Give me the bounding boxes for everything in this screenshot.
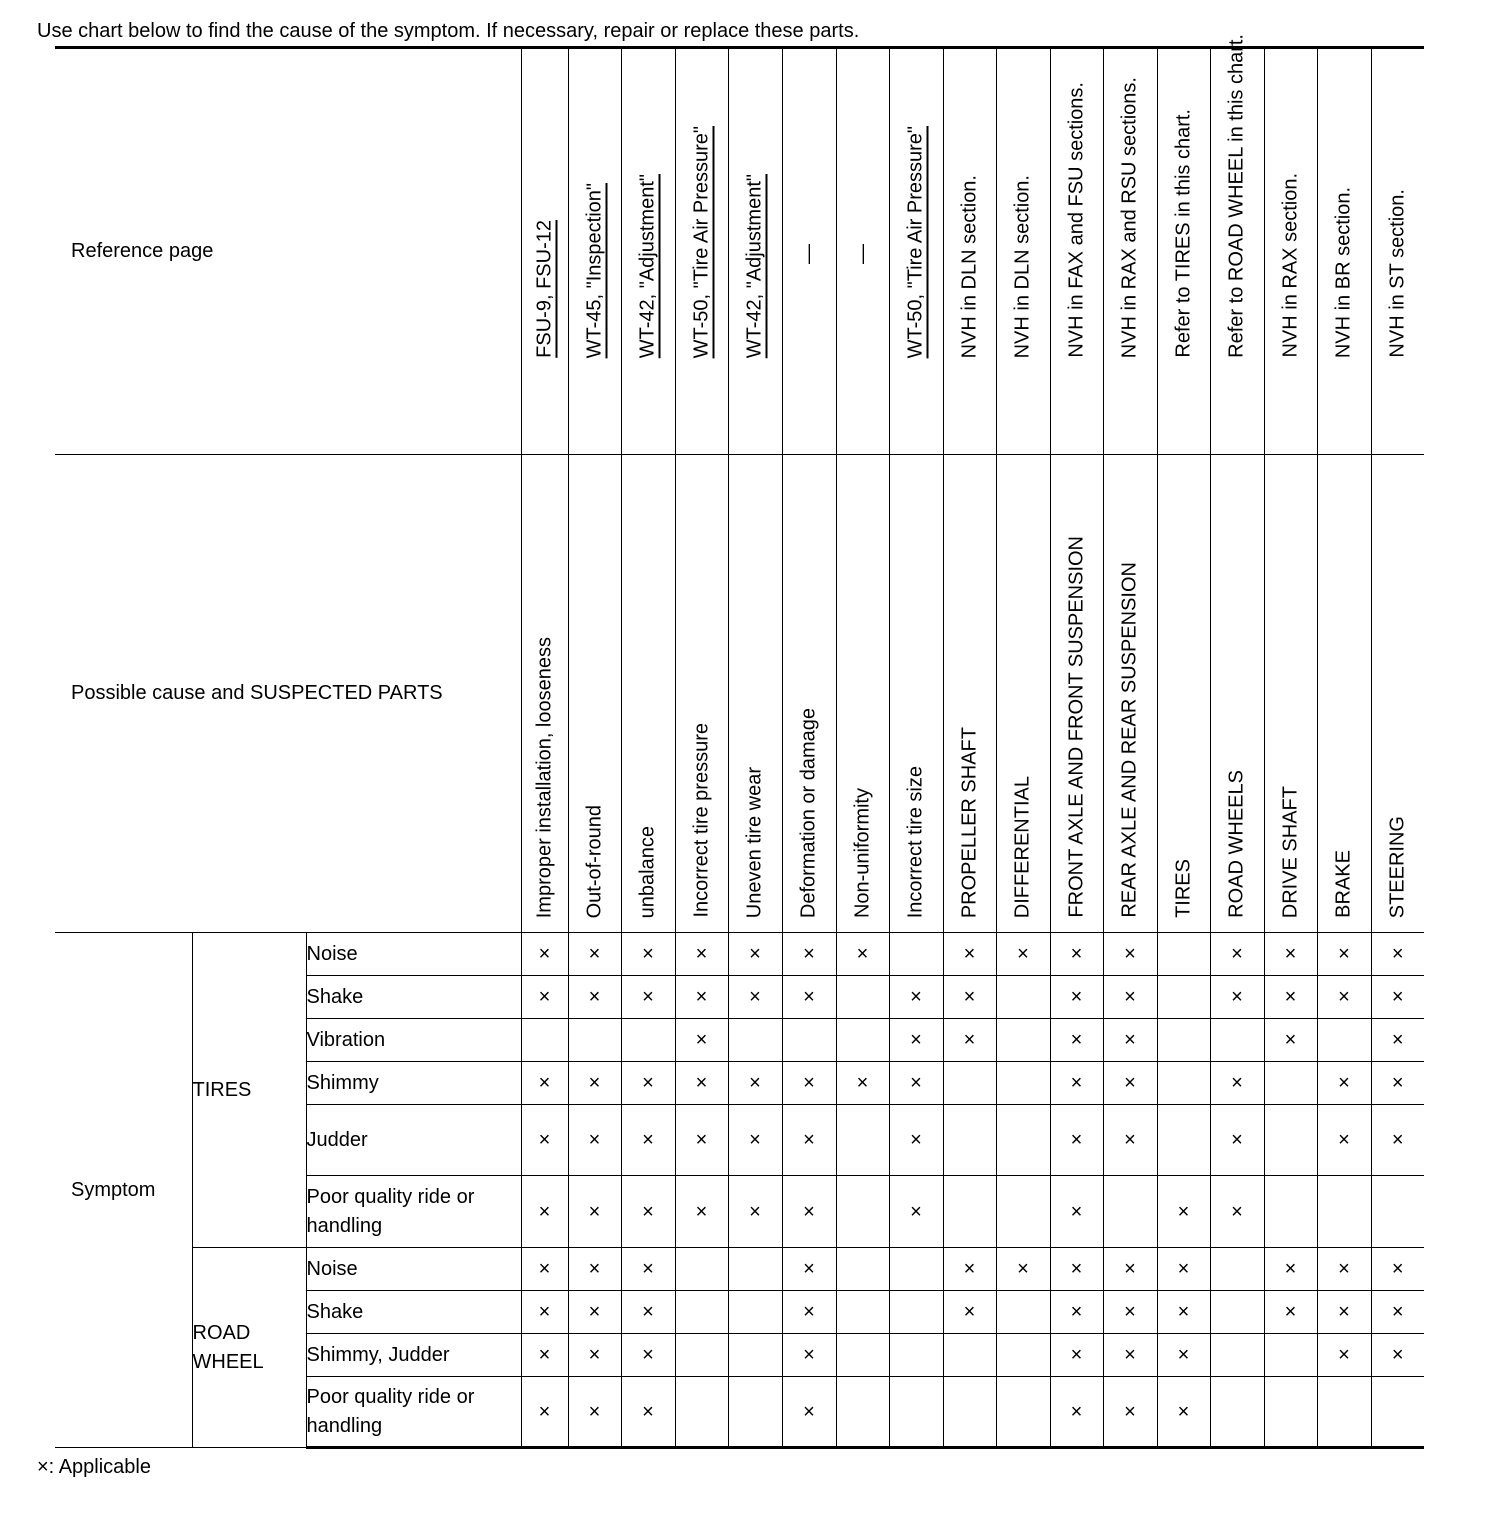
applicable-mark: × bbox=[1210, 1176, 1264, 1248]
applicable-mark: × bbox=[1264, 1291, 1317, 1334]
applicable-mark: × bbox=[521, 1377, 568, 1448]
empty-cell bbox=[836, 1377, 889, 1448]
suspected-part-text: Non-uniformity bbox=[851, 787, 873, 918]
applicable-mark: × bbox=[621, 1248, 675, 1291]
suspected-part-text: STEERING bbox=[1386, 815, 1409, 918]
applicable-mark: × bbox=[889, 1019, 943, 1062]
suspected-part-text: Deformation or damage bbox=[797, 707, 820, 918]
empty-cell bbox=[996, 1291, 1050, 1334]
empty-cell bbox=[1317, 1377, 1371, 1448]
empty-cell bbox=[1210, 1248, 1264, 1291]
applicable-mark: × bbox=[1317, 1248, 1371, 1291]
applicable-mark: × bbox=[1103, 1291, 1157, 1334]
empty-cell bbox=[943, 1176, 996, 1248]
reference-page-text: — bbox=[797, 244, 820, 264]
empty-cell bbox=[1264, 1334, 1317, 1377]
applicable-mark: × bbox=[1103, 1019, 1157, 1062]
applicable-mark: × bbox=[1210, 1062, 1264, 1105]
reference-page-cell bbox=[996, 48, 1050, 455]
reference-page-text: NVH in FAX and FSU sections. bbox=[1065, 82, 1087, 358]
applicable-mark: × bbox=[996, 933, 1050, 976]
intro-text: Use chart below to find the cause of the symptom. If necessary, repair or replace these parts. bbox=[37, 20, 860, 42]
applicable-mark: × bbox=[728, 1062, 782, 1105]
reference-page-cell bbox=[675, 48, 728, 455]
applicable-mark: × bbox=[521, 1334, 568, 1377]
reference-page-cell bbox=[1157, 48, 1210, 455]
applicable-mark: × bbox=[621, 1105, 675, 1176]
legend-applicable: ×: Applicable bbox=[37, 1456, 151, 1478]
applicable-mark: × bbox=[1371, 1291, 1424, 1334]
suspected-part-cell bbox=[1157, 455, 1210, 933]
applicable-mark: × bbox=[521, 1291, 568, 1334]
symptom-row-label: Shimmy, Judder bbox=[306, 1334, 521, 1377]
suspected-part-cell bbox=[521, 455, 568, 933]
reference-page-text: Refer to ROAD WHEEL in this chart. bbox=[1225, 34, 1248, 358]
empty-cell bbox=[1264, 1176, 1317, 1248]
empty-cell bbox=[996, 976, 1050, 1019]
applicable-mark: × bbox=[1371, 1248, 1424, 1291]
reference-page-cell bbox=[1050, 48, 1103, 455]
applicable-mark: × bbox=[568, 1334, 621, 1377]
applicable-mark: × bbox=[1317, 976, 1371, 1019]
applicable-mark: × bbox=[621, 1291, 675, 1334]
empty-cell bbox=[996, 1105, 1050, 1176]
empty-cell bbox=[889, 1291, 943, 1334]
applicable-mark: × bbox=[943, 933, 996, 976]
applicable-mark: × bbox=[782, 1105, 836, 1176]
applicable-mark: × bbox=[1050, 1176, 1103, 1248]
applicable-mark: × bbox=[675, 976, 728, 1019]
suspected-part-text: Uneven tire wear bbox=[743, 766, 766, 918]
suspected-part-text: Improper installation, looseness bbox=[533, 636, 555, 918]
empty-cell bbox=[728, 1377, 782, 1448]
applicable-mark: × bbox=[1103, 976, 1157, 1019]
applicable-mark: × bbox=[568, 1105, 621, 1176]
suspected-part-cell bbox=[996, 455, 1050, 933]
suspected-part-cell bbox=[728, 455, 782, 933]
empty-cell bbox=[943, 1105, 996, 1176]
reference-page-cell bbox=[621, 48, 675, 455]
empty-cell bbox=[1317, 1019, 1371, 1062]
empty-cell bbox=[943, 1334, 996, 1377]
empty-cell bbox=[996, 1019, 1050, 1062]
applicable-mark: × bbox=[568, 1248, 621, 1291]
applicable-mark: × bbox=[836, 1062, 889, 1105]
reference-page-text: NVH in RAX and RSU sections. bbox=[1118, 76, 1141, 358]
applicable-mark: × bbox=[1317, 1291, 1371, 1334]
applicable-mark: × bbox=[521, 933, 568, 976]
suspected-part-text: REAR AXLE AND REAR SUSPENSION bbox=[1118, 562, 1141, 918]
reference-page-text[interactable]: WT-42, "Adjustment" bbox=[743, 173, 766, 358]
empty-cell bbox=[1264, 1105, 1317, 1176]
applicable-mark: × bbox=[1050, 1019, 1103, 1062]
empty-cell bbox=[889, 1377, 943, 1448]
reference-page-cell bbox=[782, 48, 836, 455]
empty-cell bbox=[1157, 1019, 1210, 1062]
applicable-mark: × bbox=[1371, 1334, 1424, 1377]
applicable-mark: × bbox=[621, 1377, 675, 1448]
applicable-mark: × bbox=[1210, 933, 1264, 976]
empty-cell bbox=[943, 1062, 996, 1105]
applicable-mark: × bbox=[1371, 1062, 1424, 1105]
suspected-part-cell bbox=[621, 455, 675, 933]
applicable-mark: × bbox=[1317, 1334, 1371, 1377]
symptom-row-label: Noise bbox=[306, 933, 521, 976]
applicable-mark: × bbox=[568, 1176, 621, 1248]
reference-page-cell bbox=[836, 48, 889, 455]
applicable-mark: × bbox=[1157, 1248, 1210, 1291]
empty-cell bbox=[889, 933, 943, 976]
applicable-mark: × bbox=[1050, 1062, 1103, 1105]
symptom-group-label: TIRES bbox=[192, 933, 306, 1248]
applicable-mark: × bbox=[996, 1248, 1050, 1291]
applicable-mark: × bbox=[943, 976, 996, 1019]
reference-page-cell bbox=[1317, 48, 1371, 455]
suspected-part-cell bbox=[568, 455, 621, 933]
applicable-mark: × bbox=[1103, 1062, 1157, 1105]
nvh-troubleshooting-chart bbox=[55, 34, 1424, 1449]
symptom-row-label: Shimmy bbox=[306, 1062, 521, 1105]
applicable-mark: × bbox=[1210, 1105, 1264, 1176]
applicable-mark: × bbox=[1371, 1019, 1424, 1062]
reference-page-cell bbox=[1371, 48, 1424, 455]
applicable-mark: × bbox=[782, 1291, 836, 1334]
applicable-mark: × bbox=[782, 1062, 836, 1105]
applicable-mark: × bbox=[943, 1019, 996, 1062]
applicable-mark: × bbox=[728, 976, 782, 1019]
reference-page-text: NVH in ST section. bbox=[1386, 189, 1409, 358]
applicable-mark: × bbox=[1371, 1105, 1424, 1176]
reference-page-text[interactable]: WT-50, "Tire Air Pressure" bbox=[904, 125, 927, 358]
table-row bbox=[55, 1248, 1424, 1291]
applicable-mark: × bbox=[782, 976, 836, 1019]
empty-cell bbox=[728, 1248, 782, 1291]
empty-cell bbox=[1317, 1176, 1371, 1248]
applicable-mark: × bbox=[675, 1062, 728, 1105]
empty-cell bbox=[1264, 1377, 1317, 1448]
suspected-part-cell bbox=[1103, 455, 1157, 933]
applicable-mark: × bbox=[1103, 1377, 1157, 1448]
empty-cell bbox=[996, 1062, 1050, 1105]
applicable-mark: × bbox=[836, 933, 889, 976]
applicable-mark: × bbox=[1210, 976, 1264, 1019]
suspected-part-text: DIFFERENTIAL bbox=[1011, 775, 1034, 918]
applicable-mark: × bbox=[889, 1105, 943, 1176]
applicable-mark: × bbox=[1050, 1291, 1103, 1334]
applicable-mark: × bbox=[675, 933, 728, 976]
empty-cell bbox=[782, 1019, 836, 1062]
applicable-mark: × bbox=[889, 1176, 943, 1248]
applicable-mark: × bbox=[1371, 976, 1424, 1019]
applicable-mark: × bbox=[568, 976, 621, 1019]
applicable-mark: × bbox=[621, 976, 675, 1019]
applicable-mark: × bbox=[1157, 1377, 1210, 1448]
applicable-mark: × bbox=[782, 933, 836, 976]
applicable-mark: × bbox=[1050, 1105, 1103, 1176]
empty-cell bbox=[1210, 1334, 1264, 1377]
reference-page-cell bbox=[1264, 48, 1317, 455]
empty-cell bbox=[836, 1334, 889, 1377]
applicable-mark: × bbox=[1264, 976, 1317, 1019]
applicable-mark: × bbox=[568, 933, 621, 976]
applicable-mark: × bbox=[943, 1248, 996, 1291]
empty-cell bbox=[728, 1019, 782, 1062]
applicable-mark: × bbox=[1264, 1019, 1317, 1062]
possible-cause-label: Possible cause and SUSPECTED PARTS bbox=[55, 455, 521, 933]
reference-page-cell bbox=[728, 48, 782, 455]
applicable-mark: × bbox=[1317, 933, 1371, 976]
symptom-row-label: Shake bbox=[306, 1291, 521, 1334]
applicable-mark: × bbox=[889, 1062, 943, 1105]
suspected-part-cell bbox=[1264, 455, 1317, 933]
applicable-mark: × bbox=[621, 1176, 675, 1248]
empty-cell bbox=[996, 1334, 1050, 1377]
empty-cell bbox=[1157, 1105, 1210, 1176]
applicable-mark: × bbox=[621, 1334, 675, 1377]
suspected-part-cell bbox=[1371, 455, 1424, 933]
empty-cell bbox=[836, 976, 889, 1019]
applicable-mark: × bbox=[728, 1105, 782, 1176]
applicable-mark: × bbox=[782, 1176, 836, 1248]
applicable-mark: × bbox=[728, 1176, 782, 1248]
reference-page-cell bbox=[568, 48, 621, 455]
empty-cell bbox=[836, 1248, 889, 1291]
applicable-mark: × bbox=[521, 1105, 568, 1176]
reference-page-cell bbox=[521, 48, 568, 455]
suspected-part-cell bbox=[782, 455, 836, 933]
empty-cell bbox=[675, 1248, 728, 1291]
symptom-row-label: Vibration bbox=[306, 1019, 521, 1062]
suspected-part-text: Out-of-round bbox=[583, 804, 605, 918]
applicable-mark: × bbox=[521, 1248, 568, 1291]
empty-cell bbox=[1371, 1176, 1424, 1248]
reference-page-text: NVH in DLN section. bbox=[958, 174, 980, 358]
suspected-part-cell bbox=[889, 455, 943, 933]
applicable-mark: × bbox=[675, 1176, 728, 1248]
empty-cell bbox=[943, 1377, 996, 1448]
empty-cell bbox=[836, 1176, 889, 1248]
reference-page-cell bbox=[1103, 48, 1157, 455]
suspected-part-text: BRAKE bbox=[1332, 850, 1355, 918]
reference-page-text: NVH in RAX section. bbox=[1279, 173, 1301, 358]
applicable-mark: × bbox=[1050, 1334, 1103, 1377]
empty-cell bbox=[1157, 933, 1210, 976]
empty-cell bbox=[675, 1377, 728, 1448]
reference-page-cell bbox=[1210, 34, 1264, 455]
empty-cell bbox=[996, 1176, 1050, 1248]
suspected-part-text: PROPELLER SHAFT bbox=[958, 726, 980, 918]
empty-cell bbox=[1210, 1019, 1264, 1062]
applicable-mark: × bbox=[1050, 1377, 1103, 1448]
applicable-mark: × bbox=[1157, 1334, 1210, 1377]
applicable-mark: × bbox=[728, 933, 782, 976]
empty-cell bbox=[568, 1019, 621, 1062]
applicable-mark: × bbox=[1050, 933, 1103, 976]
reference-page-cell bbox=[889, 48, 943, 455]
empty-cell bbox=[1157, 1062, 1210, 1105]
empty-cell bbox=[675, 1334, 728, 1377]
empty-cell bbox=[889, 1248, 943, 1291]
applicable-mark: × bbox=[1103, 1248, 1157, 1291]
suspected-part-cell bbox=[675, 455, 728, 933]
reference-page-text[interactable]: WT-45, "Inspection" bbox=[583, 182, 605, 358]
suspected-part-text: TIRES bbox=[1172, 859, 1194, 918]
applicable-mark: × bbox=[1157, 1176, 1210, 1248]
applicable-mark: × bbox=[521, 1062, 568, 1105]
suspected-part-cell bbox=[1050, 455, 1103, 933]
applicable-mark: × bbox=[1103, 1334, 1157, 1377]
applicable-mark: × bbox=[943, 1291, 996, 1334]
reference-page-label: Reference page bbox=[55, 48, 521, 455]
applicable-mark: × bbox=[568, 1377, 621, 1448]
reference-page-text: NVH in BR section. bbox=[1332, 186, 1355, 358]
applicable-mark: × bbox=[675, 1019, 728, 1062]
reference-page-text: — bbox=[851, 244, 873, 264]
applicable-mark: × bbox=[1317, 1062, 1371, 1105]
applicable-mark: × bbox=[1371, 933, 1424, 976]
empty-cell bbox=[1264, 1062, 1317, 1105]
empty-cell bbox=[996, 1377, 1050, 1448]
applicable-mark: × bbox=[782, 1248, 836, 1291]
applicable-mark: × bbox=[675, 1105, 728, 1176]
empty-cell bbox=[1371, 1377, 1424, 1448]
suspected-part-text: Incorrect tire size bbox=[904, 765, 927, 918]
applicable-mark: × bbox=[568, 1291, 621, 1334]
suspected-part-text: ROAD WHEELS bbox=[1225, 770, 1248, 918]
empty-cell bbox=[1157, 976, 1210, 1019]
suspected-part-cell bbox=[1210, 455, 1264, 933]
empty-cell bbox=[728, 1334, 782, 1377]
empty-cell bbox=[621, 1019, 675, 1062]
empty-cell bbox=[1210, 1291, 1264, 1334]
empty-cell bbox=[836, 1105, 889, 1176]
applicable-mark: × bbox=[889, 976, 943, 1019]
empty-cell bbox=[1210, 1377, 1264, 1448]
symptom-label: Symptom bbox=[55, 933, 192, 1448]
empty-cell bbox=[675, 1291, 728, 1334]
symptom-row-label: Poor quality ride or handling bbox=[306, 1377, 521, 1448]
applicable-mark: × bbox=[621, 933, 675, 976]
suspected-part-cell bbox=[1317, 455, 1371, 933]
empty-cell bbox=[889, 1334, 943, 1377]
symptom-row-label: Poor quality ride or handling bbox=[306, 1176, 521, 1248]
reference-page-text[interactable]: WT-50, "Tire Air Pressure" bbox=[690, 125, 712, 358]
applicable-mark: × bbox=[621, 1062, 675, 1105]
symptom-row-label: Noise bbox=[306, 1248, 521, 1291]
applicable-mark: × bbox=[521, 1176, 568, 1248]
reference-page-text[interactable]: WT-42, "Adjustment" bbox=[636, 173, 659, 358]
applicable-mark: × bbox=[1157, 1291, 1210, 1334]
reference-page-cell bbox=[943, 48, 996, 455]
symptom-row-label: Judder bbox=[306, 1105, 521, 1176]
suspected-part-text: unbalance bbox=[636, 825, 659, 918]
applicable-mark: × bbox=[782, 1377, 836, 1448]
suspected-part-text: FRONT AXLE AND FRONT SUSPENSION bbox=[1065, 536, 1087, 918]
applicable-mark: × bbox=[568, 1062, 621, 1105]
applicable-mark: × bbox=[782, 1334, 836, 1377]
applicable-mark: × bbox=[1103, 1105, 1157, 1176]
symptom-group-label: ROAD WHEEL bbox=[192, 1248, 306, 1448]
applicable-mark: × bbox=[1264, 1248, 1317, 1291]
reference-page-text[interactable]: FSU-9, FSU-12 bbox=[533, 220, 555, 358]
reference-page-text: Refer to TIRES in this chart. bbox=[1172, 109, 1194, 358]
suspected-part-text: DRIVE SHAFT bbox=[1279, 785, 1301, 918]
empty-cell bbox=[728, 1291, 782, 1334]
empty-cell bbox=[1103, 1176, 1157, 1248]
table-row bbox=[55, 933, 1424, 976]
reference-page-text: NVH in DLN section. bbox=[1011, 174, 1034, 358]
applicable-mark: × bbox=[1264, 933, 1317, 976]
symptom-row-label: Shake bbox=[306, 976, 521, 1019]
applicable-mark: × bbox=[1103, 933, 1157, 976]
suspected-part-cell bbox=[836, 455, 889, 933]
applicable-mark: × bbox=[1317, 1105, 1371, 1176]
applicable-mark: × bbox=[1050, 976, 1103, 1019]
suspected-part-cell bbox=[943, 455, 996, 933]
suspected-part-text: Incorrect tire pressure bbox=[690, 723, 712, 918]
applicable-mark: × bbox=[521, 976, 568, 1019]
empty-cell bbox=[836, 1291, 889, 1334]
empty-cell bbox=[836, 1019, 889, 1062]
applicable-mark: × bbox=[1050, 1248, 1103, 1291]
empty-cell bbox=[521, 1019, 568, 1062]
